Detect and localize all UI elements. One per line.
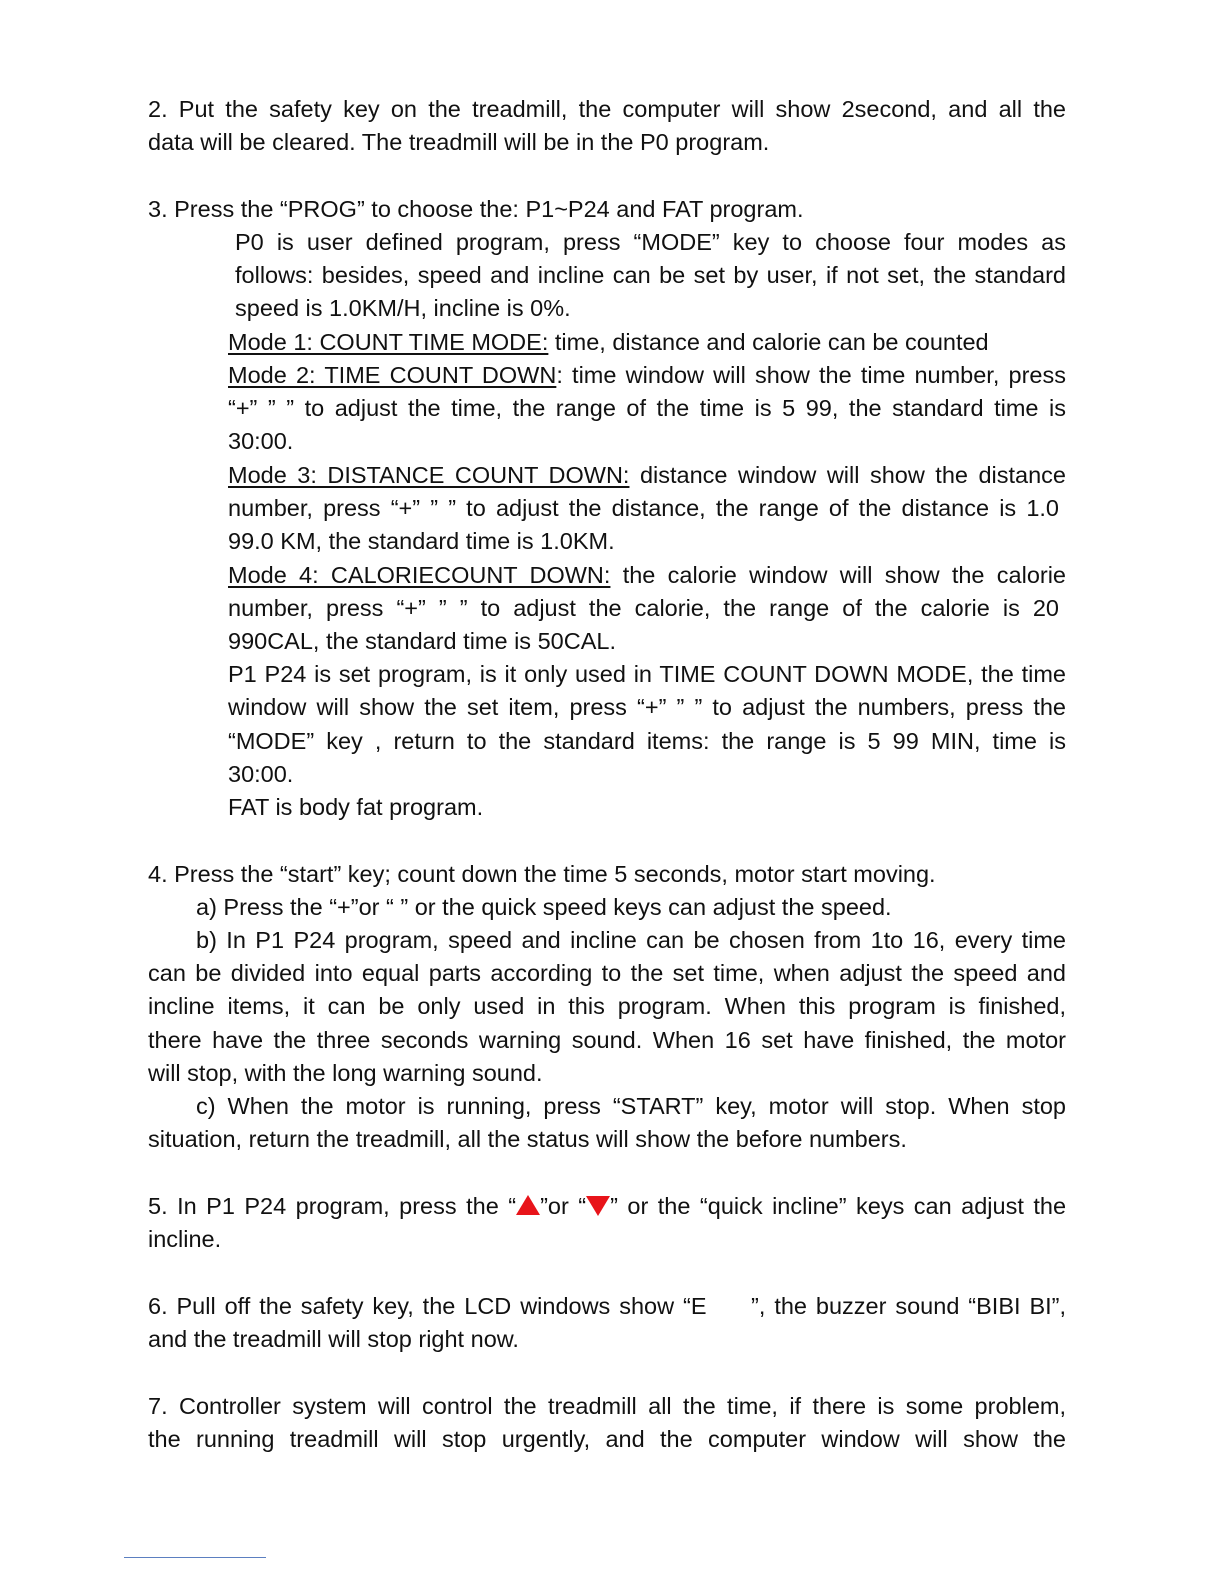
p0-desc-line-1: P0 is user defined program, press “MODE” key to choose four modes as — [235, 229, 1066, 255]
para-6-line-2: and the treadmill will stop right now. — [148, 1326, 519, 1352]
para-3-heading: 3. Press the “PROG” to choose the: P1~P24 and FAT program. — [148, 196, 804, 222]
red-down-triangle-icon — [586, 1196, 610, 1216]
mode-1-label: Mode 1: COUNT TIME MODE: — [228, 329, 549, 355]
mode-4-label: Mode 4: CALORIECOUNT DOWN: — [228, 562, 611, 588]
para-4b-line-4: there have the three seconds warning sound. When 16 set have finished, the motor — [148, 1027, 1066, 1053]
mode-4-line-3: 990CAL, the standard time is 50CAL. — [228, 628, 616, 654]
para-5-line-2: incline. — [148, 1226, 222, 1252]
para-4b-line-3: incline items, it can be only used in this program. When this program is finished, — [148, 993, 1066, 1019]
mode-4-text: the calorie window will show the calorie — [610, 562, 1067, 588]
para-5-text-c: ” or the “quick incline” keys can adjust the — [610, 1193, 1067, 1219]
mode-1-text: time, distance and calorie can be counted — [548, 329, 989, 355]
para-4c-line-2: situation, return the treadmill, all the status will show the before numbers. — [148, 1126, 907, 1152]
mode-4-line-1 — [228, 559, 1066, 592]
mode-3-label: Mode 3: DISTANCE COUNT DOWN: — [228, 462, 630, 488]
para-5-line-1 — [148, 1190, 1066, 1223]
para-4a: a) Press the “+”or “ ” or the quick speed keys can adjust the speed. — [196, 894, 892, 920]
mode-3-line-1 — [228, 459, 1066, 492]
mode-2-line-2: “+” ” ” to adjust the time, the range of the time is 5 99, the standard time is — [228, 395, 1066, 421]
para-4-heading: 4. Press the “start” key; count down the time 5 seconds, motor start moving. — [148, 861, 936, 887]
p1-p24-line-4: 30:00. — [228, 761, 294, 787]
para-5-text-a: 5. In P1 P24 program, press the “ — [148, 1193, 517, 1219]
p1-p24-line-3: “MODE” key , return to the standard items: the range is 5 99 MIN, time is — [228, 728, 1066, 754]
para-4b-line-5: will stop, with the long warning sound. — [148, 1060, 543, 1086]
fat-line: FAT is body fat program. — [228, 794, 484, 820]
mode-3-line-2: number, press “+” ” ” to adjust the distance, the range of the distance is 1.0 — [228, 495, 1059, 521]
para-7-line-2: the running treadmill will stop urgently, and the computer window will show the — [148, 1426, 1066, 1452]
mode-2-line-3: 30:00. — [228, 428, 294, 454]
para-4b-line-2: can be divided into equal parts according to the set time, when adjust the speed and — [148, 960, 1066, 986]
mode-2-text: : time window will show the time number, press — [556, 362, 1067, 388]
mode-3-text: distance window will show the distance — [629, 462, 1066, 488]
para-4c-line-1: c) When the motor is running, press “START” key, motor will stop. When stop — [196, 1093, 1066, 1119]
mode-3-line-3: 99.0 KM, the standard time is 1.0KM. — [228, 528, 615, 554]
footnote-separator — [124, 1557, 266, 1558]
p1-p24-line-2: window will show the set item, press “+” ” ” to adjust the numbers, press the — [228, 694, 1066, 720]
p0-desc-line-2: follows: besides, speed and incline can be set by user, if not set, the standard — [235, 262, 1066, 288]
mode-4-line-2: number, press “+” ” ” to adjust the calorie, the range of the calorie is 20 — [228, 595, 1059, 621]
mode-2-line-1 — [228, 359, 1066, 392]
para-5-text-b: ”or “ — [540, 1193, 587, 1219]
para-2-line-1: 2. Put the safety key on the treadmill, the computer will show 2second, and all the — [148, 96, 1066, 122]
para-2-line-2: data will be cleared. The treadmill will be in the P0 program. — [148, 129, 770, 155]
p0-desc-line-3: speed is 1.0KM/H, incline is 0%. — [235, 295, 571, 321]
mode-1-line — [228, 326, 1066, 359]
mode-2-label: Mode 2: TIME COUNT DOWN — [228, 362, 557, 388]
para-4b-line-1: b) In P1 P24 program, speed and incline can be chosen from 1to 16, every time — [196, 927, 1066, 953]
red-up-triangle-icon — [516, 1195, 540, 1215]
para-7-line-1: 7. Controller system will control the treadmill all the time, if there is some problem, — [148, 1393, 1066, 1419]
p1-p24-line-1: P1 P24 is set program, is it only used in TIME COUNT DOWN MODE, the time — [228, 661, 1066, 687]
para-6-line-1: 6. Pull off the safety key, the LCD windows show “E ”, the buzzer sound “BIBI BI”, — [148, 1293, 1066, 1319]
